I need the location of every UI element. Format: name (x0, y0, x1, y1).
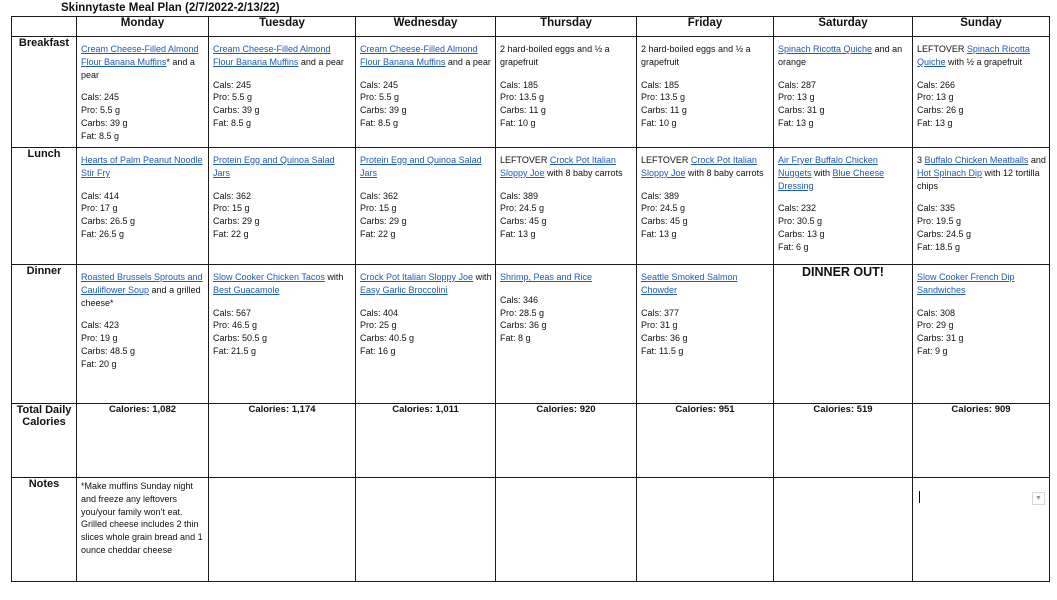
nutrition-line: Pro: 13.5 g (500, 92, 545, 103)
nutrition-info (500, 190, 633, 241)
daily-calories-cell: Calories: 1,174 (209, 404, 356, 478)
nutrition-line: Fat: 8.5 g (213, 117, 252, 128)
meal-description (213, 43, 352, 69)
meal-description (360, 154, 492, 180)
meal-text: and a pear (298, 56, 344, 67)
nutrition-info (917, 307, 1046, 358)
nutrition-line: Fat: 16 g (360, 345, 396, 356)
recipe-link[interactable]: Cream Cheese-Filled Almond Flour Banana Muffins (213, 44, 331, 67)
meal-description (641, 43, 770, 69)
nutrition-line: Pro: 13 g (917, 92, 954, 103)
meal-description (360, 43, 492, 69)
nutrition-line: Fat: 9 g (917, 345, 948, 356)
nutrition-info (213, 307, 352, 358)
lunch-row (12, 148, 1050, 265)
nutrition-line: Carbs: 50.5 g (213, 333, 268, 344)
meal-cell (209, 265, 356, 404)
meal-description (81, 43, 205, 81)
document-title: Skinnytaste Meal Plan (2/7/2022-2/13/22) (61, 2, 280, 14)
meal-description (778, 43, 909, 69)
corner-cell (12, 17, 77, 37)
meal-cell (637, 265, 774, 404)
nutrition-line: Fat: 10 g (500, 117, 536, 128)
daily-calories-cell: Calories: 519 (774, 404, 913, 478)
recipe-link[interactable]: Slow Cooker Chicken Tacos (213, 272, 325, 282)
notes-text (637, 478, 773, 480)
nutrition-line: Fat: 8.5 g (81, 130, 120, 141)
nutrition-line: Carbs: 39 g (360, 105, 407, 116)
nutrition-line: Cals: 335 (917, 203, 956, 214)
day-header: Wednesday (356, 17, 496, 37)
nutrition-line: Pro: 5.5 g (213, 92, 253, 103)
notes-row (12, 478, 1050, 582)
notes-text (356, 478, 495, 480)
day-header: Tuesday (209, 17, 356, 37)
nutrition-info (81, 91, 205, 142)
nutrition-info (778, 202, 909, 253)
nutrition-info (778, 79, 909, 130)
nutrition-line: Pro: 5.5 g (360, 92, 400, 103)
meal-description (81, 154, 205, 180)
notes-cell[interactable] (637, 478, 774, 582)
meal-text: LEFTOVER (917, 44, 967, 54)
nutrition-line: Cals: 185 (500, 79, 539, 90)
meal-text: with 12 tortilla chips (917, 167, 1040, 191)
recipe-link[interactable]: Crock Pot Italian Sloppy Joe (641, 155, 757, 178)
meal-text: LEFTOVER (500, 155, 550, 165)
nutrition-line: Pro: 46.5 g (213, 320, 258, 331)
nutrition-info (360, 190, 492, 241)
nutrition-line: Carbs: 39 g (213, 105, 260, 116)
nutrition-line: Cals: 245 (360, 79, 399, 90)
nutrition-line: Pro: 19 g (81, 333, 118, 344)
nutrition-line: Pro: 15 g (213, 203, 250, 214)
nutrition-line: Carbs: 29 g (213, 216, 260, 227)
recipe-link[interactable]: Cream Cheese-Filled Almond Flour Banana Muffins (360, 44, 478, 67)
meal-cell (356, 148, 496, 265)
nutrition-line: Cals: 414 (81, 190, 120, 201)
recipe-link[interactable]: Crock Pot Italian Sloppy Joe (500, 155, 616, 178)
nutrition-line: Cals: 346 (500, 294, 539, 305)
meal-text: with (324, 272, 344, 282)
nutrition-info (360, 307, 492, 358)
nutrition-line: Pro: 13 g (778, 92, 815, 103)
meal-text: with ½ a grapefruit (945, 56, 1023, 67)
notes-text (913, 478, 1049, 480)
nutrition-line: Pro: 25 g (360, 320, 397, 331)
recipe-link[interactable]: Spinach Ricotta Quiche (917, 44, 1030, 67)
nutrition-line: Carbs: 26.5 g (81, 216, 136, 227)
meal-description (641, 154, 770, 180)
day-header: Sunday (913, 17, 1050, 37)
row-label-lunch: Lunch (12, 148, 77, 265)
daily-calories-cell: Calories: 1,082 (77, 404, 209, 478)
nutrition-info (81, 319, 205, 370)
recipe-link[interactable]: Protein Egg and Quinoa Salad Jars (213, 155, 335, 178)
nutrition-line: Pro: 24.5 g (641, 203, 686, 214)
meal-cell (77, 37, 209, 148)
notes-text: *Make muffins Sunday night and freeze any leftovers you/your family won’t eat. Grilled cheese includes 2 thin slices whole grain bread and 1 ounce cheddar cheese (81, 481, 203, 555)
dinner-out-label: DINNER OUT! (802, 265, 884, 279)
nutrition-line: Fat: 6 g (778, 241, 809, 252)
dropdown-arrow-icon[interactable]: ▼ (1032, 492, 1045, 505)
nutrition-info (917, 79, 1046, 130)
nutrition-info (641, 79, 770, 130)
nutrition-line: Cals: 308 (917, 307, 956, 318)
row-label-breakfast: Breakfast (12, 37, 77, 148)
daily-calories-cell: Calories: 1,011 (356, 404, 496, 478)
meal-description (213, 154, 352, 180)
meal-text: 2 hard-boiled eggs and ½ a grapefruit (641, 44, 751, 67)
notes-cell[interactable] (774, 478, 913, 582)
meal-cell (774, 37, 913, 148)
recipe-link[interactable]: Crock Pot Italian Sloppy Joe (360, 272, 474, 282)
nutrition-line: Carbs: 36 g (641, 333, 688, 344)
meal-text: * and a pear (81, 56, 195, 80)
daily-calories-cell: Calories: 920 (496, 404, 637, 478)
dinner-row (12, 265, 1050, 404)
recipe-link[interactable]: Best Guacamole (213, 284, 280, 295)
nutrition-line: Cals: 185 (641, 79, 680, 90)
recipe-link[interactable]: Buffalo Chicken Meatballs (924, 155, 1029, 165)
nutrition-line: Cals: 567 (213, 307, 252, 318)
nutrition-line: Carbs: 11 g (641, 105, 687, 116)
meal-cell (913, 265, 1050, 404)
nutrition-line: Fat: 22 g (360, 228, 396, 239)
nutrition-line: Cals: 362 (213, 190, 252, 201)
daily-calories-cell: Calories: 951 (637, 404, 774, 478)
meal-text: and a grilled cheese* (81, 284, 201, 308)
nutrition-line: Carbs: 45 g (641, 216, 688, 227)
nutrition-line: Fat: 10 g (641, 117, 677, 128)
nutrition-line: Cals: 232 (778, 203, 817, 214)
meal-description (500, 271, 633, 284)
recipe-link[interactable]: Protein Egg and Quinoa Salad Jars (360, 155, 482, 178)
meal-description (213, 271, 352, 297)
nutrition-line: Carbs: 29 g (360, 216, 407, 227)
meal-cell (913, 148, 1050, 265)
nutrition-line: Cals: 245 (213, 79, 252, 90)
nutrition-line: Cals: 389 (500, 190, 539, 201)
day-header: Saturday (774, 17, 913, 37)
meal-cell (774, 148, 913, 265)
meal-text: 2 hard-boiled eggs and ½ a grapefruit (500, 44, 610, 67)
recipe-link[interactable]: Cream Cheese-Filled Almond Flour Banana Muffins (81, 44, 199, 67)
recipe-link[interactable]: Hot Spinach Dip (917, 167, 983, 178)
nutrition-line: Carbs: 36 g (500, 320, 547, 331)
meal-cell (209, 148, 356, 265)
day-header: Monday (77, 17, 209, 37)
notes-cell[interactable] (77, 478, 209, 582)
nutrition-line: Pro: 15 g (360, 203, 397, 214)
meal-cell (77, 265, 209, 404)
nutrition-line: Fat: 13 g (778, 117, 814, 128)
meal-text: and (1028, 155, 1046, 165)
recipe-link[interactable]: Air Fryer Buffalo Chicken Nuggets (778, 155, 878, 178)
header-row (12, 17, 1050, 37)
nutrition-info (917, 202, 1046, 253)
nutrition-line: Fat: 8 g (500, 333, 531, 344)
meal-description (500, 154, 633, 180)
meal-text: LEFTOVER (641, 155, 691, 165)
meal-description (360, 271, 492, 297)
nutrition-line: Fat: 13 g (500, 228, 536, 239)
meal-text: with 8 baby carrots (685, 167, 764, 178)
meal-cell (496, 37, 637, 148)
nutrition-line: Fat: 8.5 g (360, 117, 399, 128)
nutrition-line: Cals: 423 (81, 320, 120, 331)
notes-text (774, 478, 912, 480)
nutrition-line: Pro: 31 g (641, 320, 678, 331)
nutrition-line: Carbs: 31 g (917, 333, 964, 344)
recipe-link[interactable]: Hearts of Palm Peanut Noodle Stir Fry (81, 155, 203, 178)
meal-cell (496, 265, 637, 404)
recipe-link[interactable]: Seattle Smoked Salmon Chowder (641, 272, 738, 295)
nutrition-line: Pro: 13.5 g (641, 92, 686, 103)
meal-cell (913, 37, 1050, 148)
nutrition-line: Cals: 245 (81, 92, 120, 103)
recipe-link[interactable]: Roasted Brussels Sprouts and Cauliflower Soup (81, 272, 203, 295)
nutrition-line: Pro: 17 g (81, 203, 118, 214)
nutrition-line: Pro: 5.5 g (81, 105, 121, 116)
meal-cell (209, 37, 356, 148)
meal-plan-table (11, 16, 1050, 582)
meal-description (917, 154, 1046, 192)
recipe-link[interactable]: Blue Cheese Dressing (778, 167, 885, 191)
row-label-notes: Notes (12, 478, 77, 582)
recipe-link[interactable]: Easy Garlic Broccolini (360, 284, 448, 295)
meal-cell (356, 37, 496, 148)
nutrition-line: Cals: 404 (360, 307, 399, 318)
nutrition-line: Cals: 377 (641, 307, 680, 318)
meal-cell (356, 265, 496, 404)
nutrition-line: Fat: 22 g (213, 228, 249, 239)
nutrition-line: Pro: 29 g (917, 320, 954, 331)
notes-cell[interactable] (209, 478, 356, 582)
nutrition-line: Fat: 20 g (81, 358, 117, 369)
nutrition-line: Cals: 389 (641, 190, 680, 201)
meal-description (917, 43, 1046, 69)
notes-cell[interactable] (913, 478, 1050, 582)
nutrition-info (213, 79, 352, 130)
nutrition-line: Cals: 287 (778, 79, 817, 90)
meal-cell (77, 148, 209, 265)
meal-description (778, 154, 909, 192)
meal-text: and a pear (445, 56, 491, 67)
notes-text (209, 478, 355, 480)
meal-text: with (473, 272, 492, 282)
nutrition-line: Carbs: 26 g (917, 105, 964, 116)
notes-cell[interactable] (356, 478, 496, 582)
meal-description (917, 271, 1046, 297)
breakfast-row (12, 37, 1050, 148)
nutrition-line: Cals: 362 (360, 190, 399, 201)
nutrition-line: Carbs: 48.5 g (81, 345, 136, 356)
nutrition-line: Carbs: 24.5 g (917, 228, 972, 239)
daily-calories-cell: Calories: 909 (913, 404, 1050, 478)
dinner-out-cell (774, 265, 913, 404)
nutrition-info (81, 190, 205, 241)
nutrition-line: Fat: 13 g (641, 228, 677, 239)
meal-cell (637, 148, 774, 265)
meal-text: and an orange (778, 44, 903, 67)
nutrition-line: Cals: 266 (917, 79, 956, 90)
nutrition-info (213, 190, 352, 241)
row-label-total: Total Daily Calories (12, 404, 77, 478)
nutrition-line: Carbs: 40.5 g (360, 333, 415, 344)
total-row (12, 404, 1050, 478)
day-header: Thursday (496, 17, 637, 37)
recipe-link[interactable]: Spinach Ricotta Quiche (778, 44, 873, 54)
nutrition-line: Pro: 30.5 g (778, 216, 823, 227)
meal-text: with (811, 167, 833, 178)
nutrition-line: Pro: 19.5 g (917, 216, 962, 227)
nutrition-line: Fat: 13 g (917, 117, 953, 128)
row-label-dinner: Dinner (12, 265, 77, 404)
nutrition-info (360, 79, 492, 130)
recipe-link[interactable]: Shrimp, Peas and Rice (500, 272, 593, 282)
nutrition-line: Carbs: 45 g (500, 216, 547, 227)
meal-description (641, 271, 770, 297)
nutrition-line: Carbs: 11 g (500, 105, 546, 116)
nutrition-line: Pro: 28.5 g (500, 307, 545, 318)
nutrition-line: Pro: 24.5 g (500, 203, 545, 214)
nutrition-line: Carbs: 13 g (778, 228, 825, 239)
recipe-link[interactable]: Slow Cooker French Dip Sandwiches (917, 272, 1015, 295)
notes-cell[interactable] (496, 478, 637, 582)
meal-cell (637, 37, 774, 148)
nutrition-line: Fat: 21.5 g (213, 345, 257, 356)
meal-description (500, 43, 633, 69)
nutrition-info (641, 307, 770, 358)
nutrition-info (500, 79, 633, 130)
nutrition-line: Fat: 26.5 g (81, 228, 125, 239)
meal-text: 3 (917, 155, 925, 165)
nutrition-line: Fat: 18.5 g (917, 241, 961, 252)
nutrition-line: Carbs: 39 g (81, 117, 128, 128)
day-header: Friday (637, 17, 774, 37)
nutrition-info (500, 294, 633, 345)
meal-text: with 8 baby carrots (544, 167, 623, 178)
nutrition-line: Fat: 11.5 g (641, 345, 684, 356)
nutrition-line: Carbs: 31 g (778, 105, 825, 116)
meal-cell (496, 148, 637, 265)
meal-description (81, 271, 205, 309)
text-cursor (919, 491, 920, 503)
nutrition-info (641, 190, 770, 241)
notes-text (496, 478, 636, 480)
